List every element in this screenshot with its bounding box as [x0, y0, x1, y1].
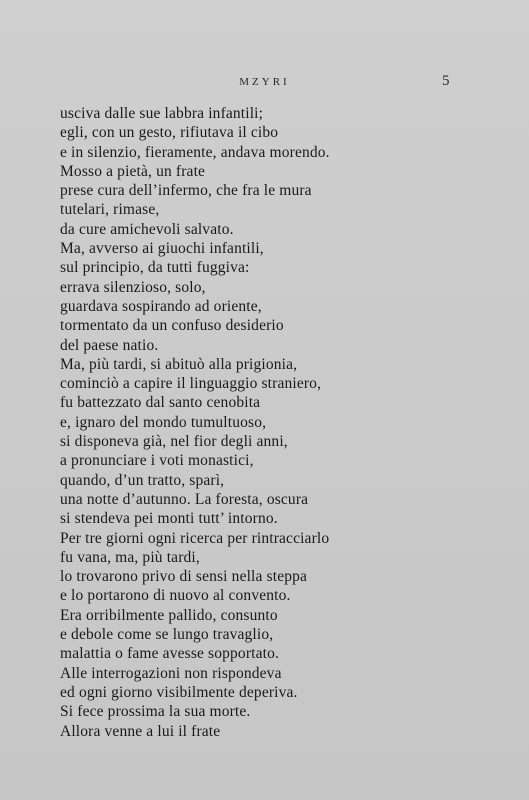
text-line: Mosso a pietà, un frate	[60, 162, 206, 180]
text-line: fu battezzato dal santo cenobita	[60, 394, 261, 412]
running-head: MZYRI	[239, 76, 290, 88]
text-line: una notte d’autunno. La foresta, oscura	[60, 490, 309, 508]
page-number: 5	[442, 73, 450, 89]
text-line: Per tre giorni ogni ricerca per rintracciarlo	[60, 529, 330, 547]
text-line: si disponeva già, nel fior degli anni,	[60, 433, 288, 451]
text-line: e, ignaro del mondo tumultuoso,	[60, 413, 267, 431]
text-line: ed ogni giorno visibilmente deperiva.	[60, 683, 298, 701]
text-line: a pronunciare i voti monastici,	[60, 452, 254, 470]
text-line: da cure amichevoli salvato.	[60, 220, 234, 238]
text-line: malattia o fame avesse sopportato.	[60, 645, 280, 663]
text-line: errava silenzioso, solo,	[60, 278, 206, 296]
text-line: e debole come se lungo travaglio,	[60, 626, 274, 644]
text-line: prese cura dell’infermo, che fra le mura	[60, 182, 312, 200]
text-line: fu vana, ma, più tardi,	[60, 548, 200, 566]
text-line: Era orribilmente pallido, consunto	[60, 606, 278, 624]
text-line: e in silenzio, fieramente, andava morendo.	[60, 143, 330, 161]
text-line: Allora venne a lui il frate	[60, 722, 221, 740]
text-line: Si fece prossima la sua morte.	[60, 703, 251, 721]
text-line: e lo portarono di nuovo al convento.	[60, 587, 291, 605]
text-line: cominciò a capire il linguaggio straniero,	[60, 375, 322, 393]
text-line: tutelari, rimase,	[60, 201, 160, 219]
text-line: si stendeva pei monti tutt’ intorno.	[60, 510, 278, 528]
text-line: sul principio, da tutti fuggiva:	[60, 259, 250, 277]
text-line: Ma, più tardi, si abituò alla prigionia,	[60, 355, 298, 373]
body-text	[60, 104, 500, 741]
text-line: quando, d’un tratto, sparì,	[60, 471, 225, 489]
text-line: usciva dalle sue labbra infantili;	[60, 105, 264, 122]
text-line: Alle interrogazioni non rispondeva	[60, 664, 282, 682]
text-line: egli, con un gesto, rifiutava il cibo	[60, 124, 279, 142]
text-line: tormentato da un confuso desiderio	[60, 317, 284, 335]
text-line: guardava sospirando ad oriente,	[60, 297, 262, 315]
text-line: Ma, avverso ai giuochi infantili,	[60, 240, 264, 258]
text-line: del paese natio.	[60, 336, 159, 354]
text-line: lo trovarono privo di sensi nella steppa	[60, 568, 308, 586]
